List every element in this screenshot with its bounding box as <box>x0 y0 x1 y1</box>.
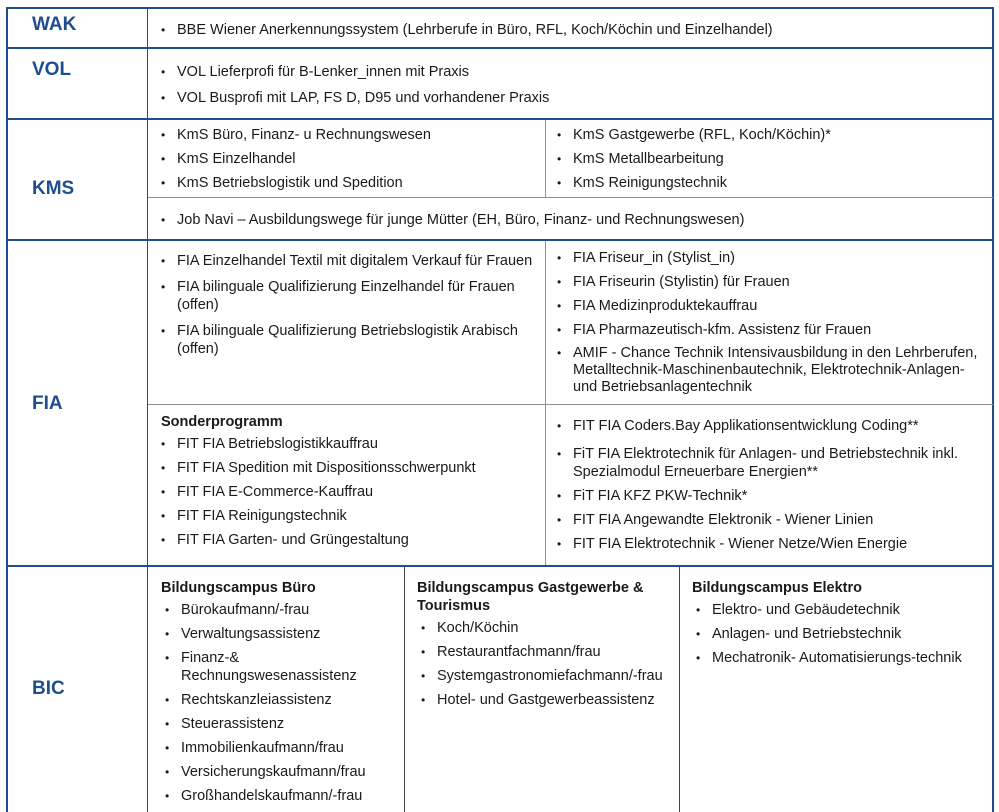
list-item: • Verwaltungsassistenz <box>159 625 402 643</box>
bic-elektro-heading: Bildungscampus Elektro <box>692 580 863 596</box>
list-item: • FIA Medizinproduktekauffrau <box>551 297 986 315</box>
list-item: • Job Navi – Ausbildungswege für junge Mütter (EH, Büro, Finanz- und Rechnungswesen) <box>155 211 985 229</box>
list-item: • Finanz-& Rechnungswesenassistenz <box>159 649 402 685</box>
list-item: • FIA Friseurin (Stylistin) für Frauen <box>551 273 986 291</box>
list-item: • FIT FIA Elektrotechnik - Wiener Netze/Wien Energie <box>551 535 986 553</box>
fia-bottom-right-cell <box>551 417 986 553</box>
list-item: • Versicherungskaufmann/frau <box>159 763 402 781</box>
bic-col-gastgewerbe <box>415 579 677 709</box>
fia-top-right-cell <box>551 249 986 396</box>
list-item: • Mechatronik- Automatisierungs-technik <box>690 649 990 667</box>
fia-inner-divider <box>148 404 993 405</box>
kms-left-cell <box>155 126 540 192</box>
list-item: • KmS Gastgewerbe (RFL, Koch/Köchin)* <box>551 126 986 144</box>
list-item: • FIT FIA Spedition mit Dispositionsschwerpunkt <box>155 459 540 477</box>
row-divider <box>6 47 993 49</box>
list-item: • BBE Wiener Anerkennungssystem (Lehrberufe in Büro, RFL, Koch/Köchin und Einzelhandel) <box>155 21 985 39</box>
bic-column-divider-2 <box>679 567 680 812</box>
list-item: • FIA Pharmazeutisch-kfm. Assistenz für Frauen <box>551 321 986 339</box>
list-item: • Rechtskanzleiassistenz <box>159 691 402 709</box>
list-item: • VOL Lieferprofi für B-Lenker_innen mit Praxis <box>155 63 985 81</box>
list-item: • FIT FIA Coders.Bay Applikationsentwicklung Coding** <box>551 417 986 435</box>
vol-cell <box>155 63 985 107</box>
list-item: • Elektro- und Gebäudetechnik <box>690 601 990 619</box>
list-item: • FIT FIA E-Commerce-Kauffrau <box>155 483 540 501</box>
row-label-bic: BIC <box>32 678 65 699</box>
list-item: • KmS Einzelhandel <box>155 150 540 168</box>
list-item: • FIA bilinguale Qualifizierung Einzelhandel für Frauen (offen) <box>155 278 540 314</box>
list-item: • AMIF - Chance Technik Intensivausbildung in den Lehrberufen, Metalltechnik-Maschinenbautechnik, Elektrotechnik-Anlagen- und Betriebsanlagentechnik <box>551 345 986 396</box>
list-item: • Bürokaufmann/-frau <box>159 601 402 619</box>
kms-column-divider <box>545 120 546 197</box>
row-label-vol: VOL <box>32 59 72 80</box>
kms-bottom-cell <box>155 211 985 229</box>
fia-bottom-left-cell <box>155 413 540 549</box>
list-item: • VOL Busprofi mit LAP, FS D, D95 und vorhandener Praxis <box>155 89 985 107</box>
list-item: • KmS Betriebslogistik und Spedition <box>155 174 540 192</box>
row-divider <box>6 7 993 9</box>
row-divider <box>6 565 993 567</box>
list-item: • FIA Friseur_in (Stylist_in) <box>551 249 986 267</box>
bic-gastgewerbe-heading: Bildungscampus Gastgewerbe & Tourismus <box>417 580 644 614</box>
list-item: • Anlagen- und Betriebstechnik <box>690 625 990 643</box>
list-item: • Hotel- und Gastgewerbeassistenz <box>415 691 677 709</box>
row-label-kms: KMS <box>32 178 75 199</box>
list-item: • FiT FIA Elektrotechnik für Anlagen- und Betriebstechnik inkl. Spezialmodul Erneuerbare Energien** <box>551 445 986 481</box>
list-item: • FIT FIA Angewandte Elektronik - Wiener Linien <box>551 511 986 529</box>
row-divider <box>6 118 993 120</box>
list-item: • FIT FIA Betriebslogistikkauffrau <box>155 435 540 453</box>
bic-buero-heading: Bildungscampus Büro <box>161 580 316 596</box>
bic-col-elektro <box>690 579 990 667</box>
list-item: • Steuerassistenz <box>159 715 402 733</box>
kms-right-cell <box>551 126 986 192</box>
list-item: • KmS Reinigungstechnik <box>551 174 986 192</box>
list-item: • FIA Einzelhandel Textil mit digitalem Verkauf für Frauen <box>155 252 540 270</box>
list-item: • FIT FIA Reinigungstechnik <box>155 507 540 525</box>
wak-cell <box>155 21 985 39</box>
fia-column-divider <box>545 241 546 565</box>
kms-inner-divider <box>148 197 993 198</box>
list-item: • Koch/Köchin <box>415 619 677 637</box>
sonderprogramm-heading: Sonderprogramm <box>161 414 283 430</box>
list-item: • Systemgastronomiefachmann/-frau <box>415 667 677 685</box>
list-item: • FIA bilinguale Qualifizierung Betriebslogistik Arabisch (offen) <box>155 322 540 358</box>
row-label-fia: FIA <box>32 393 63 414</box>
list-item: • FiT FIA KFZ PKW-Technik* <box>551 487 986 505</box>
list-item: • Restaurantfachmann/frau <box>415 643 677 661</box>
list-item: • Immobilienkaufmann/frau <box>159 739 402 757</box>
bic-col-buero <box>159 579 402 805</box>
table-border-right <box>992 7 994 812</box>
row-divider <box>6 239 993 241</box>
list-item: • KmS Büro, Finanz- u Rechnungswesen <box>155 126 540 144</box>
list-item: • KmS Metallbearbeitung <box>551 150 986 168</box>
list-item: • FIT FIA Garten- und Grüngestaltung <box>155 531 540 549</box>
bic-column-divider-1 <box>404 567 405 812</box>
row-label-wak: WAK <box>32 14 77 35</box>
list-item: • Großhandelskaufmann/-frau <box>159 787 402 805</box>
fia-top-left-cell <box>155 252 540 358</box>
label-column-divider <box>147 8 148 812</box>
